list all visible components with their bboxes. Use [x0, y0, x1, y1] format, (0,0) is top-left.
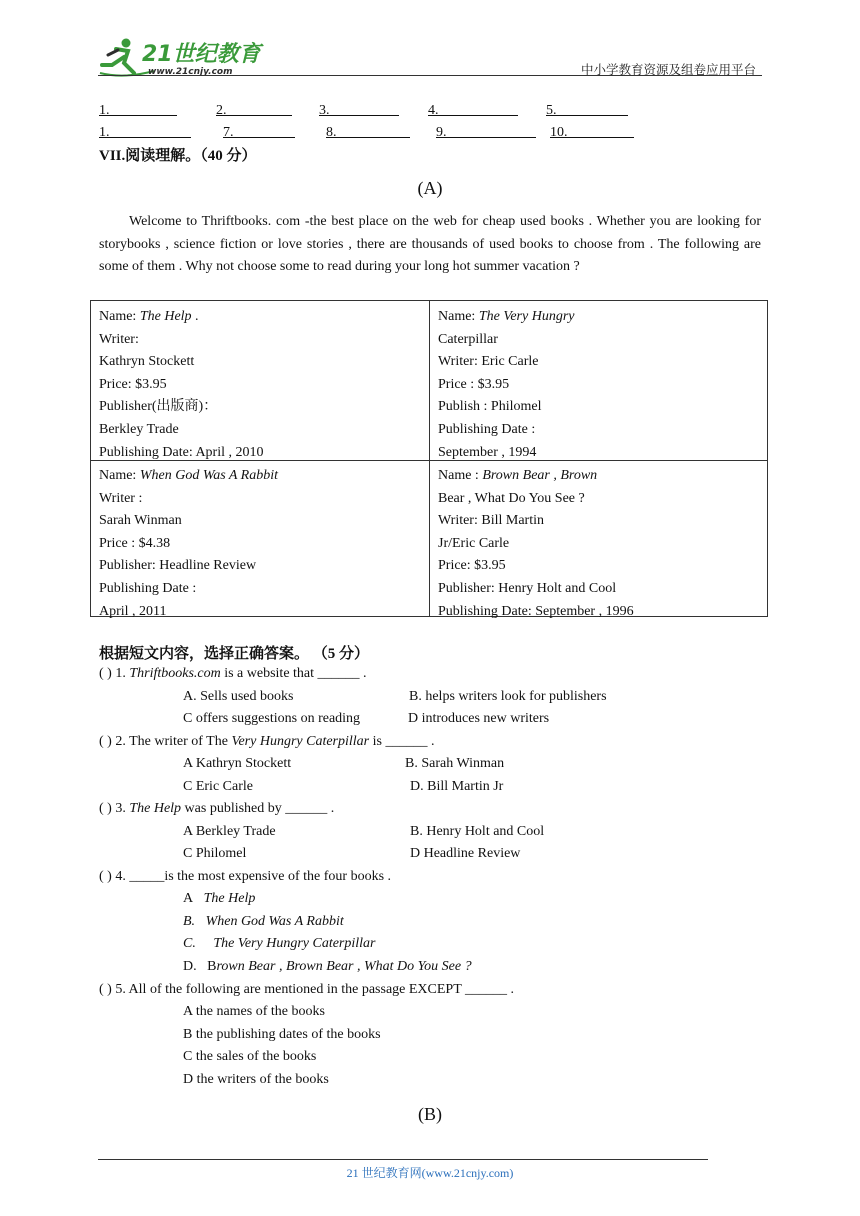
book-cell — [91, 301, 429, 464]
option-b[interactable]: B. Henry Holt and Cool — [410, 824, 545, 839]
option-b[interactable]: B. When God Was A Rabbit — [183, 914, 344, 929]
answer-blank[interactable] — [326, 125, 410, 138]
option-a[interactable]: A Kathryn Stockett — [183, 756, 292, 771]
book-name: Name : Brown Bear , Brown — [438, 468, 598, 483]
book-table — [90, 300, 768, 617]
answer-blank[interactable] — [216, 103, 292, 116]
passage-a-title: (A) — [417, 178, 443, 198]
option-d[interactable]: D. Bill Martin Jr — [410, 779, 504, 794]
footer-link[interactable]: 21 世纪教育网(www.21cnjy.com) — [346, 1166, 514, 1180]
option-a[interactable]: A The Help — [183, 891, 256, 906]
book-detail: Price : $3.95 — [438, 376, 510, 392]
platform-label: 中小学教育资源及组卷应用平台 — [580, 63, 756, 77]
book-detail: Writer : — [99, 490, 143, 506]
book-detail: Writer: Eric Carle — [438, 354, 539, 370]
book-name: Name: When God Was A Rabbit — [99, 468, 279, 483]
question-4: ( ) 4. _____is the most expensive of the four books . — [99, 869, 392, 884]
book-name: Name: The Very Hungry — [438, 309, 575, 324]
book-detail: Publishing Date: September , 1996 — [438, 603, 634, 619]
book-detail: Writer: — [99, 331, 139, 347]
book-detail: Kathryn Stockett — [99, 354, 195, 370]
book-detail: Publisher: Headline Review — [99, 558, 257, 574]
option-a[interactable]: A the names of the books — [183, 1004, 325, 1019]
option-b[interactable]: B. helps writers look for publishers — [409, 689, 607, 704]
option-d[interactable]: D. Brown Bear , Brown Bear , What Do You See ? — [183, 959, 472, 974]
quiz-heading: 根据短文内容，选择正确答案。 （5 分） — [99, 646, 370, 662]
option-c[interactable]: C Philomel — [183, 846, 247, 861]
answer-number: 5. — [546, 103, 557, 118]
option-b[interactable]: B. Sarah Winman — [405, 756, 505, 771]
book-detail: Publisher(出版商)： — [99, 399, 218, 415]
book-cell — [430, 301, 768, 464]
header-divider — [98, 75, 762, 76]
question-3: ( ) 3. The Help was published by ______ . — [99, 801, 335, 816]
answer-blank[interactable] — [99, 125, 191, 138]
answer-number: 9. — [436, 125, 447, 140]
section-heading: VII.阅读理解。（40 分） — [99, 148, 257, 164]
answer-number: 1. — [99, 103, 110, 118]
book-detail: Price: $3.95 — [438, 558, 506, 574]
answer-blank[interactable] — [550, 125, 634, 138]
option-d[interactable]: D Headline Review — [410, 846, 521, 861]
answer-number: 7. — [223, 125, 234, 140]
option-c[interactable]: C Eric Carle — [183, 779, 253, 794]
book-detail: Sarah Winman — [99, 513, 182, 529]
book-detail: Writer: Bill Martin — [438, 513, 544, 529]
answer-number: 8. — [326, 125, 337, 140]
option-c[interactable]: C. The Very Hungry Caterpillar — [183, 936, 376, 951]
book-detail: September , 1994 — [438, 444, 537, 460]
question-1: ( ) 1. Thriftbooks.com is a website that ______ . — [99, 666, 367, 681]
answer-blank[interactable] — [436, 125, 536, 138]
passage-a-intro: Welcome to Thriftbooks. com -the best place on the web for cheap used books . Whether you are looking for storybooks , science fiction or love stories , there are thousands of used books to choose from . The following are some of them . Why not choose some to read during your long hot summer vacation ? — [99, 214, 761, 274]
answer-blank[interactable] — [546, 103, 628, 116]
logo-url: www.21cnjy.com — [148, 67, 233, 77]
book-detail: April , 2011 — [99, 603, 167, 619]
option-c[interactable]: C the sales of the books — [183, 1049, 317, 1064]
site-logo — [94, 35, 264, 79]
book-detail: Publishing Date: April , 2010 — [99, 444, 264, 460]
answer-number: 4. — [428, 103, 439, 118]
answer-number: 2. — [216, 103, 227, 118]
answer-blank[interactable] — [99, 103, 177, 116]
passage-b-title: (B) — [418, 1104, 442, 1124]
book-detail: Bear , What Do You See ? — [438, 490, 585, 506]
answer-number: 1. — [99, 125, 110, 140]
book-detail: Publish : Philomel — [438, 399, 542, 415]
book-detail: Price : $4.38 — [99, 535, 171, 551]
option-a[interactable]: A. Sells used books — [183, 689, 294, 704]
book-detail: Publishing Date : — [99, 580, 197, 596]
option-a[interactable]: A Berkley Trade — [183, 824, 276, 839]
book-detail: Price: $3.95 — [99, 376, 167, 392]
option-c[interactable]: C offers suggestions on reading — [183, 711, 361, 726]
option-d[interactable]: D the writers of the books — [183, 1072, 329, 1087]
book-detail: Publisher: Henry Holt and Cool — [438, 580, 617, 596]
answer-blank[interactable] — [319, 103, 399, 116]
book-name: Name: The Help . — [99, 309, 199, 324]
book-detail: Caterpillar — [438, 331, 498, 347]
option-d[interactable]: D introduces new writers — [408, 711, 550, 726]
logo-text: 21世纪教育 — [142, 42, 261, 67]
book-detail: Publishing Date : — [438, 421, 536, 437]
footer-divider — [98, 1159, 708, 1160]
option-b[interactable]: B the publishing dates of the books — [183, 1027, 381, 1042]
book-detail: Jr/Eric Carle — [438, 535, 510, 551]
book-cell — [430, 460, 768, 623]
question-2: ( ) 2. The writer of The Very Hungry Caterpillar is ______ . — [99, 734, 435, 749]
answer-number: 10. — [550, 125, 568, 140]
answer-number: 3. — [319, 103, 330, 118]
book-cell — [91, 460, 429, 623]
question-5: ( ) 5. All of the following are mentioned in the passage EXCEPT ______ . — [99, 982, 515, 997]
answer-blank[interactable] — [223, 125, 295, 138]
book-detail: Berkley Trade — [99, 421, 179, 437]
answer-blank[interactable] — [428, 103, 518, 116]
